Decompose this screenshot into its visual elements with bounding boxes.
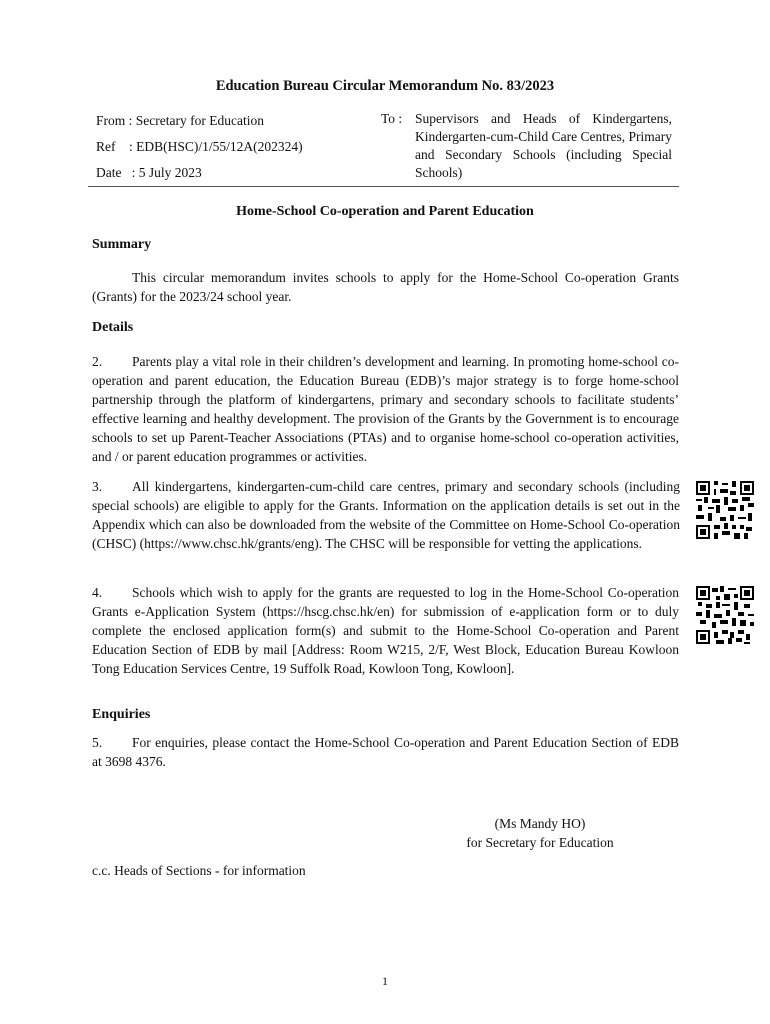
summary-heading: Summary: [92, 237, 152, 252]
signatory-name: (Ms Mandy HO): [494, 816, 586, 831]
page-number: 1: [382, 974, 388, 988]
signature-block: [440, 814, 640, 852]
paragraph-text: Parents play a vital role in their children’s development and learning. In promoting home-school co-operation and parent education, the Education Bureau (EDB)’s major strategy is to forge home-school partnership through the platform of kindergartens, primary and secondary schools to facilitate students’ effective learning and healthy development. The provision of the Grants by the Government is to encourage schools to set up Parent-Teacher Associations (PTAs) and to organise home-school co-operation activities, and / or parent education programmes or activities.: [92, 354, 679, 464]
paragraph-4: [92, 583, 679, 678]
cc-line: c.c. Heads of Sections - for information: [92, 863, 306, 878]
to-label: To :: [381, 111, 403, 126]
subject-title: Home-School Co-operation and Parent Education: [236, 204, 534, 219]
paragraph-3: [92, 477, 680, 553]
details-heading: Details: [92, 320, 134, 335]
from-line: From : Secretary for Education: [96, 113, 264, 128]
sender-block: [96, 112, 303, 190]
paragraph-2: [92, 352, 679, 466]
signatory-role: for Secretary for Education: [466, 835, 614, 850]
paragraph-number: 5.: [92, 735, 103, 750]
paragraph-number: 4.: [92, 585, 103, 600]
date-line: Date : 5 July 2023: [96, 165, 202, 180]
paragraph-number: 3.: [92, 479, 103, 494]
recipients: Supervisors and Heads of Kindergartens, Kindergarten-cum-Child Care Centres, Primary and Secondary Schools (including Special Schools): [415, 111, 672, 180]
ref-line: Ref : EDB(HSC)/1/55/12A(202324): [96, 139, 303, 154]
paragraph-5: [92, 733, 679, 771]
enquiries-heading: Enquiries: [92, 707, 151, 722]
paragraph-number: 2.: [92, 354, 103, 369]
memo-title: Education Bureau Circular Memorandum No. 83/2023: [215, 78, 555, 94]
paragraph-text: For enquiries, please contact the Home-School Co-operation and Parent Education Section of EDB at 3698 4376.: [92, 735, 679, 769]
qr-code-icon[interactable]: [696, 481, 754, 539]
qr-code-icon[interactable]: [696, 586, 754, 644]
summary-text: This circular memorandum invites schools to apply for the Home-School Co-operation Grants (Grants) for the 2023/24 school year.: [92, 270, 679, 304]
paragraph-text: All kindergartens, kindergarten-cum-child care centres, primary and secondary schools (including special schools) are eligible to apply for the Grants. Information on the application details is set out in the Appendix which can also be downloaded from the website of the Committee on Home-School Co-operation (CHSC) (https://www.chsc.hk/grants/eng). The CHSC will be responsible for vetting the applications.: [92, 479, 680, 551]
header-divider: [88, 186, 679, 187]
paragraph-text: Schools which wish to apply for the grants are requested to log in the Home-School Co-operation Grants e-Application System (https://hscg.chsc.hk/en) for submission of e-application form or to duly complete the enclosed application form(s) and submit to the Home-School Co-operation and Parent Education Section of EDB by mail [Address: Room W215, 2/F, West Block, Education Bureau Kowloon Tong Education Services Centre, 19 Suffolk Road, Kowloon Tong, Kowloon].: [92, 585, 679, 676]
